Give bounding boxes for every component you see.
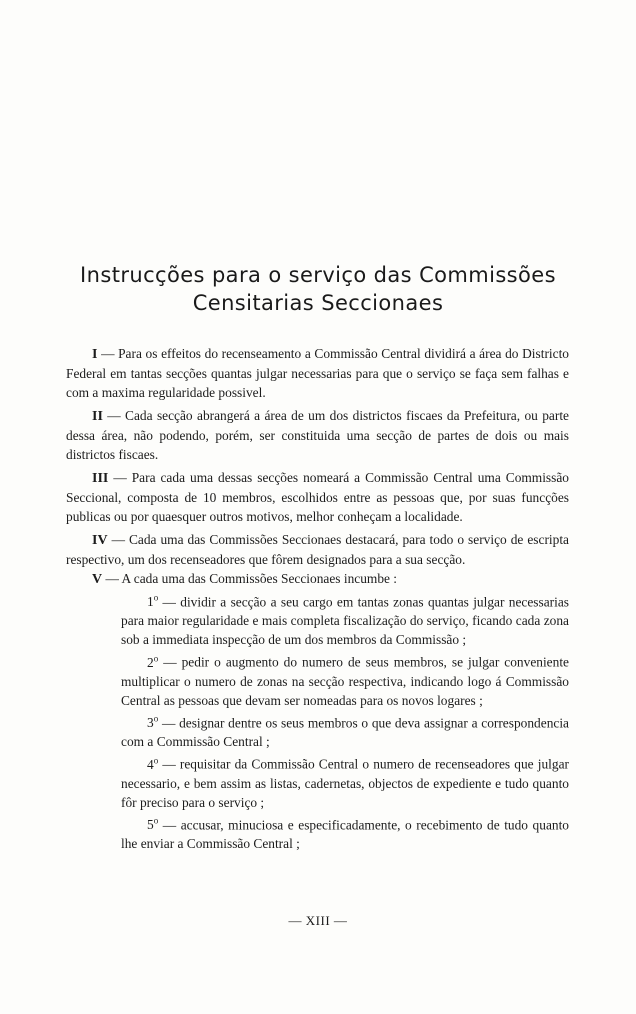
paragraph-text: — Para os effeitos do recenseamento a Commissão Central dividirá a área do Districto Federal em tantas secções quantas julgar necessarias para que o serviço se faça sem falhas e com a maxima regularidade possivel. bbox=[66, 346, 569, 400]
item-text: — accusar, minuciosa e especificadamente, o recebimento de tudo quanto lhe enviar a Commissão Central ; bbox=[121, 817, 569, 852]
paragraph-i bbox=[66, 344, 569, 402]
paragraph-text: — Cada secção abrangerá a área de um dos districtos fiscaes da Prefeitura, ou parte dessa área, não podendo, porém, ser constituida uma secção de partes de dois ou mais districtos fiscaes. bbox=[66, 408, 569, 462]
paragraph-text: — Cada uma das Commissões Seccionaes destacará, para todo o serviço de escripta respectivo, um dos recenseadores que fôrem designados para a sua secção. bbox=[66, 532, 569, 567]
paragraph-number: V bbox=[92, 572, 103, 587]
page-number: — XIII — bbox=[288, 913, 348, 928]
list-item bbox=[66, 589, 569, 649]
item-ordinal: 3$^o$ bbox=[147, 713, 159, 731]
paragraph-number: IV bbox=[92, 533, 108, 548]
item-text: — designar dentre os seus membros o que deva assignar a correspondencia com a Commissão Central ; bbox=[121, 715, 569, 750]
paragraph-text: — Para cada uma dessas secções nomeará a Commissão Central uma Commissão Seccional, composta de 10 membros, escolhidos entre as pessoas que, por suas funcções publicas ou por quaesquer outros motivos, melhor conheçam a localidade. bbox=[66, 470, 569, 524]
list-item bbox=[66, 710, 569, 751]
item-ordinal: 1$^o$ bbox=[147, 593, 159, 610]
paragraph-iv bbox=[66, 530, 569, 569]
item-text: — requisitar da Commissão Central o numero de recenseadores que julgar necessario, e bem assim as listas, cadernetas, objectos de expediente e tudo quanto fôr preciso para o serviço ; bbox=[121, 756, 569, 810]
paragraph-iii bbox=[66, 468, 569, 526]
page-title-line-1: Instrucções para o serviço das Commissões bbox=[80, 263, 556, 287]
item-text: — pedir o augmento do numero de seus membros, se julgar conveniente multiplicar o numero de zonas na secção respectiva, indicando logo á Commissão Central as pessoas que devam ser nomeadas para os novos logares ; bbox=[121, 654, 569, 708]
item-ordinal: 2$^o$ bbox=[147, 653, 159, 670]
item-ordinal: 4$^o$ bbox=[147, 755, 159, 772]
paragraph-number: I bbox=[92, 347, 98, 362]
page-title-line-2: Censitarias Seccionaes bbox=[192, 291, 444, 315]
list-item bbox=[66, 751, 569, 811]
paragraph-number: III bbox=[92, 471, 109, 486]
paragraph-text: — A cada uma das Commissões Seccionaes incumbe : bbox=[102, 571, 398, 586]
body-text bbox=[66, 344, 569, 853]
paragraph-v bbox=[66, 569, 569, 589]
paragraph-ii bbox=[66, 406, 569, 464]
item-ordinal: 5$^o$ bbox=[147, 815, 159, 833]
list-item bbox=[66, 812, 569, 853]
paragraph-number: II bbox=[92, 409, 103, 424]
list-item bbox=[66, 649, 569, 709]
item-text: — dividir a secção a seu cargo em tantas zonas quantas julgar necessarias para maior regularidade e mais completa fiscalização do serviço, ficando cada zona sob a immediata inspecção de um dos membros da Commissão ; bbox=[121, 594, 569, 648]
